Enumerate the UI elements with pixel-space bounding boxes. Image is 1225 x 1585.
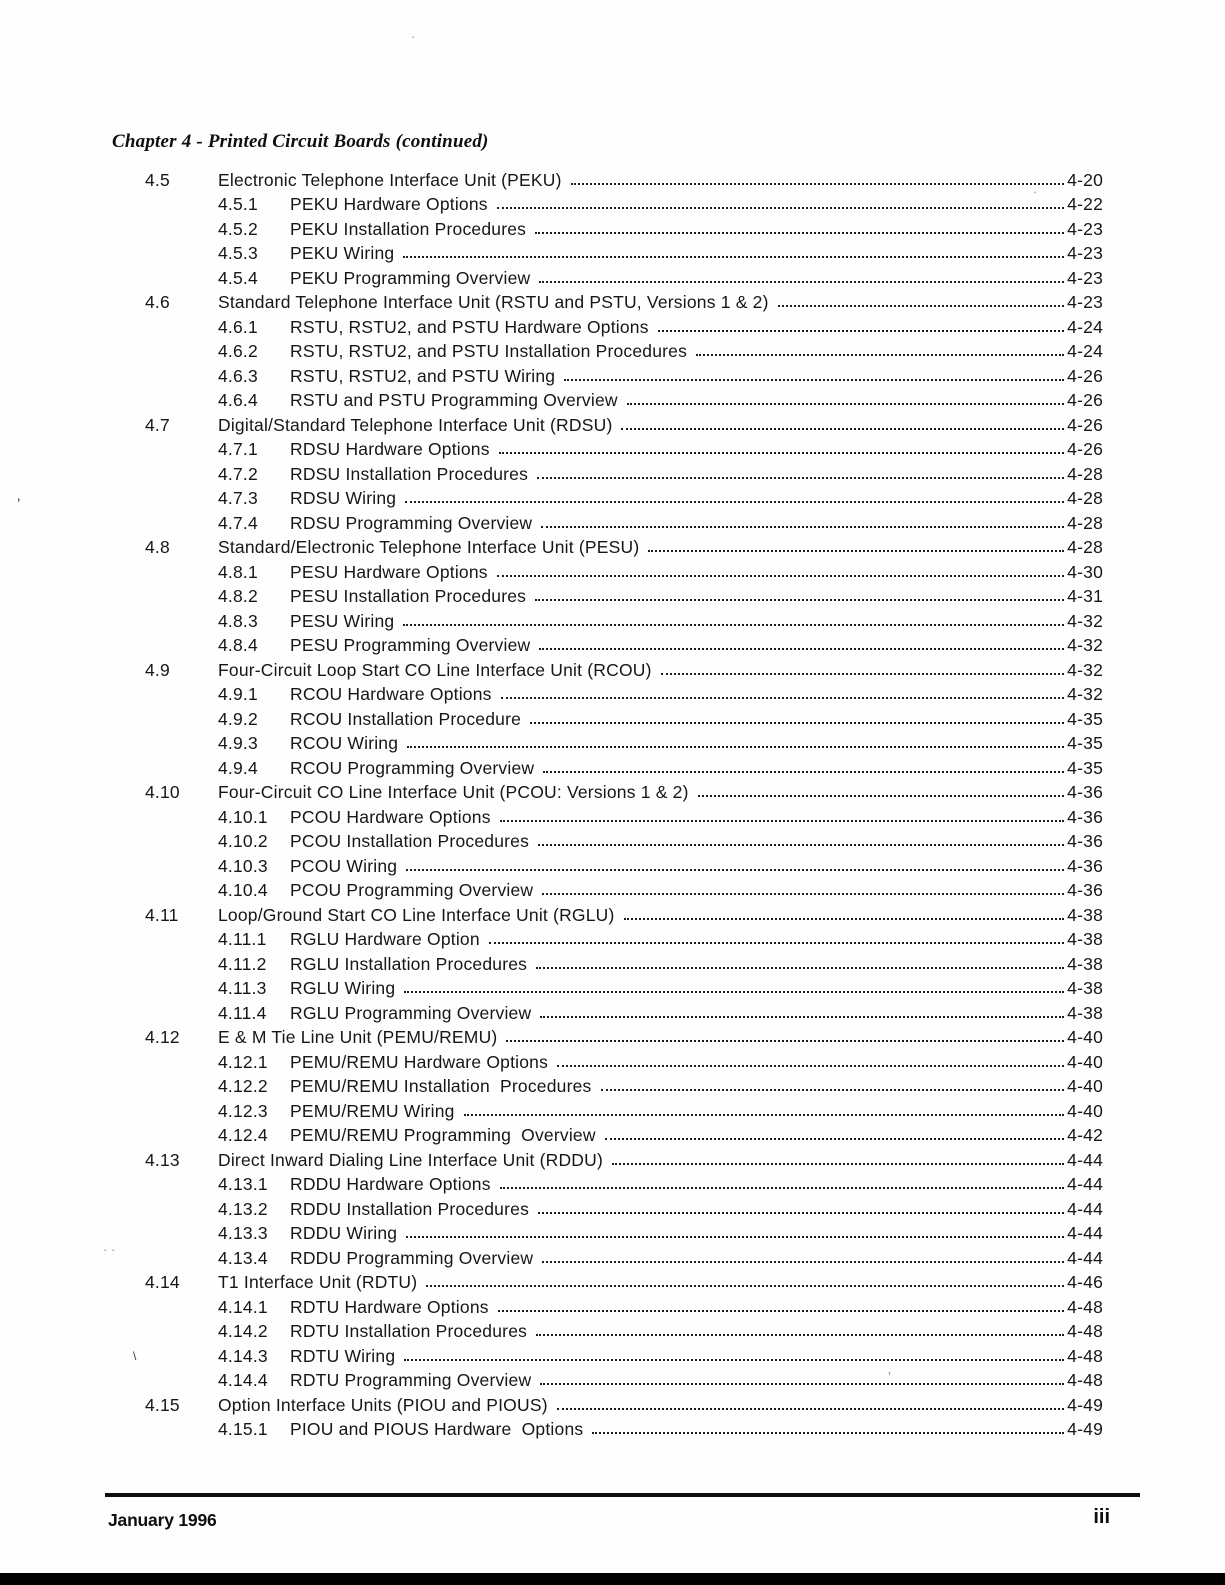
toc-entry-page: 4-23 xyxy=(1067,243,1103,263)
toc-entry-page: 4-24 xyxy=(1067,316,1103,337)
toc-entry xyxy=(145,364,1103,389)
toc-entry-number: 4.6.4 xyxy=(218,390,258,410)
dot-leader xyxy=(394,609,1065,627)
toc-entry-number: 4.5.3 xyxy=(218,243,258,263)
toc-entry-number: 4.10.2 xyxy=(218,831,268,851)
toc-entry-page: 4-44 xyxy=(1067,1223,1103,1243)
dot-leader xyxy=(490,438,1065,456)
toc-entry-title: RCOU Hardware Options xyxy=(290,684,492,704)
dot-leader xyxy=(527,952,1065,970)
toc-entry-title: PEKU Programming Overview xyxy=(290,267,531,288)
toc-entry-number: 4.7 xyxy=(145,414,170,435)
toc-entry-number: 4.14.1 xyxy=(218,1296,268,1317)
toc-entry-page: 4-28 xyxy=(1067,512,1103,533)
toc-entry xyxy=(145,903,1103,928)
toc-entry-title: RDSU Programming Overview xyxy=(290,512,533,533)
toc-entry-number: 4.13.3 xyxy=(218,1223,268,1243)
toc-entry-page: 4-44 xyxy=(1067,1247,1103,1268)
dot-leader xyxy=(491,805,1065,823)
toc-entry-title: RSTU, RSTU2, and PSTU Installation Procedures xyxy=(290,341,688,361)
toc-entry xyxy=(145,928,1103,953)
toc-entry-page: 4-30 xyxy=(1067,561,1103,582)
dot-leader xyxy=(417,1271,1065,1289)
toc-entry-title: RDTU Wiring xyxy=(290,1345,396,1366)
toc-entry-number: 4.5.4 xyxy=(218,267,258,288)
toc-entry xyxy=(145,1050,1103,1075)
toc-entry-number: 4.15 xyxy=(145,1394,180,1415)
dot-leader xyxy=(396,487,1065,505)
toc-entry-page: 4-36 xyxy=(1067,855,1103,876)
toc-entry-title: RGLU Programming Overview xyxy=(290,1002,532,1023)
toc-entry-page: 4-32 xyxy=(1067,610,1103,631)
toc-entry xyxy=(145,634,1103,659)
toc-entry-number: 4.8 xyxy=(145,537,170,557)
toc-entry-page: 4-44 xyxy=(1067,1174,1103,1194)
dot-leader xyxy=(689,781,1065,799)
dot-leader xyxy=(687,340,1065,358)
dot-leader xyxy=(526,585,1065,603)
toc-entry-title: RDDU Installation Procedures xyxy=(290,1198,530,1219)
footer-page-number: iii xyxy=(1093,1506,1110,1528)
toc-entry-number: 4.12.3 xyxy=(218,1100,268,1121)
toc-entry xyxy=(145,1418,1103,1443)
dot-leader xyxy=(555,364,1065,382)
dot-leader xyxy=(639,536,1065,554)
toc-entry xyxy=(145,266,1103,291)
toc-entry-title: RDDU Hardware Options xyxy=(290,1174,491,1194)
toc-entry-number: 4.5.1 xyxy=(218,194,258,214)
dot-leader xyxy=(455,1099,1065,1117)
toc-entry-number: 4.6.1 xyxy=(218,316,258,337)
toc-entry-number: 4.12.2 xyxy=(218,1076,268,1096)
toc-entry-number: 4.7.1 xyxy=(218,439,258,459)
toc-entry-page: 4-40 xyxy=(1067,1051,1103,1072)
toc-entry-page: 4-26 xyxy=(1067,390,1103,410)
toc-entry-page: 4-31 xyxy=(1067,586,1103,606)
toc-entry-title: PCOU Wiring xyxy=(290,855,398,876)
dot-leader xyxy=(596,1124,1065,1142)
toc-entry xyxy=(145,1173,1103,1198)
toc-entry xyxy=(145,707,1103,732)
dot-leader xyxy=(480,928,1065,946)
toc-entry-page: 4-49 xyxy=(1067,1419,1103,1439)
toc-entry-title: RSTU and PSTU Programming Overview xyxy=(290,390,618,410)
toc-entry xyxy=(145,217,1103,242)
toc-entry-title: RDSU Hardware Options xyxy=(290,439,490,459)
toc-entry-title: Standard/Electronic Telephone Interface Unit (PESU) xyxy=(218,537,640,557)
scan-artifact-6: ’ xyxy=(888,1369,891,1384)
toc-entry-title: RCOU Installation Procedure xyxy=(290,708,522,729)
toc-entry-number: 4.10.4 xyxy=(218,880,268,900)
toc-entry-number: 4.6.3 xyxy=(218,365,258,386)
dot-leader xyxy=(532,511,1065,529)
toc-entry xyxy=(145,340,1103,365)
dot-leader xyxy=(562,168,1065,186)
toc-entry-page: 4-49 xyxy=(1067,1394,1103,1415)
chapter-header: Chapter 4 - Printed Circuit Boards (continued) xyxy=(112,131,489,152)
dot-leader xyxy=(603,1148,1065,1166)
toc-entry-number: 4.11.3 xyxy=(218,978,267,998)
toc-entry-title: RDTU Programming Overview xyxy=(290,1370,532,1390)
toc-entry xyxy=(145,1075,1103,1100)
toc-entry xyxy=(145,1197,1103,1222)
dot-leader xyxy=(395,1344,1065,1362)
dot-leader xyxy=(497,1026,1065,1044)
dot-leader xyxy=(527,1320,1065,1338)
toc-entry-page: 4-48 xyxy=(1067,1345,1103,1366)
toc-entry-number: 4.9.4 xyxy=(218,757,258,778)
toc-entry xyxy=(145,1295,1103,1320)
toc-entry-page: 4-44 xyxy=(1067,1149,1103,1170)
dot-leader xyxy=(533,879,1065,897)
table-of-contents xyxy=(145,168,1103,1442)
toc-entry xyxy=(145,389,1103,414)
toc-entry xyxy=(145,854,1103,879)
toc-entry-page: 4-42 xyxy=(1067,1125,1103,1145)
toc-entry-page: 4-38 xyxy=(1067,1002,1103,1023)
toc-entry xyxy=(145,658,1103,683)
toc-entry-number: 4.12 xyxy=(145,1027,180,1047)
toc-entry-title: Loop/Ground Start CO Line Interface Unit (RGLU) xyxy=(218,904,615,925)
toc-entry xyxy=(145,805,1103,830)
toc-entry-title: PEKU Wiring xyxy=(290,243,395,263)
toc-entry-number: 4.12.4 xyxy=(218,1125,268,1145)
dot-leader xyxy=(397,1222,1065,1240)
toc-entry xyxy=(145,1246,1103,1271)
toc-entry xyxy=(145,438,1103,463)
toc-entry-page: 4-36 xyxy=(1067,806,1103,827)
toc-entry-page: 4-32 xyxy=(1067,659,1103,680)
toc-entry-page: 4-28 xyxy=(1067,463,1103,484)
dot-leader xyxy=(529,830,1065,848)
toc-entry-page: 4-38 xyxy=(1067,978,1103,998)
toc-entry-page: 4-22 xyxy=(1067,194,1103,214)
dot-leader xyxy=(529,1197,1065,1215)
toc-entry-title: Direct Inward Dialing Line Interface Unit (RDDU) xyxy=(218,1149,604,1170)
toc-entry-page: 4-48 xyxy=(1067,1370,1103,1390)
toc-entry-title: RDDU Wiring xyxy=(290,1223,398,1243)
toc-entry-page: 4-32 xyxy=(1067,635,1103,655)
toc-entry-title: Four-Circuit Loop Start CO Line Interface Unit (RCOU) xyxy=(218,659,652,680)
dot-leader xyxy=(491,1173,1065,1191)
toc-entry-title: RSTU, RSTU2, and PSTU Wiring xyxy=(290,365,556,386)
dot-leader xyxy=(530,266,1065,284)
toc-entry xyxy=(145,242,1103,267)
toc-entry-page: 4-24 xyxy=(1067,341,1103,361)
toc-entry-number: 4.11.1 xyxy=(218,929,267,949)
toc-entry xyxy=(145,413,1103,438)
toc-entry-title: Four-Circuit CO Line Interface Unit (PCOU: Versions 1 & 2) xyxy=(218,782,689,802)
toc-entry-title: RSTU, RSTU2, and PSTU Hardware Options xyxy=(290,316,649,337)
dot-leader xyxy=(649,315,1065,333)
toc-entry-page: 4-26 xyxy=(1067,365,1103,386)
toc-entry-page: 4-38 xyxy=(1067,929,1103,949)
toc-entry-number: 4.9.3 xyxy=(218,733,258,753)
footer-date: January 1996 xyxy=(108,1510,217,1530)
dot-leader xyxy=(769,291,1065,309)
toc-entry-title: T1 Interface Unit (RDTU) xyxy=(218,1272,418,1292)
toc-entry-page: 4-40 xyxy=(1067,1076,1103,1096)
toc-entry xyxy=(145,830,1103,855)
toc-entry-title: RDSU Wiring xyxy=(290,488,397,508)
toc-entry-page: 4-35 xyxy=(1067,708,1103,729)
toc-entry-number: 4.13.1 xyxy=(218,1174,268,1194)
toc-entry xyxy=(145,1320,1103,1345)
toc-entry-number: 4.11.2 xyxy=(218,953,267,974)
toc-entry-title: E & M Tie Line Unit (PEMU/REMU) xyxy=(218,1027,498,1047)
toc-entry-title: PEMU/REMU Programming Overview xyxy=(290,1125,596,1145)
toc-entry xyxy=(145,732,1103,757)
toc-entry-title: PEMU/REMU Hardware Options xyxy=(290,1051,549,1072)
toc-entry-title: PESU Installation Procedures xyxy=(290,586,527,606)
toc-entry-page: 4-35 xyxy=(1067,757,1103,778)
toc-entry xyxy=(145,1222,1103,1247)
dot-leader xyxy=(397,854,1065,872)
toc-entry-number: 4.13.4 xyxy=(218,1247,268,1268)
toc-entry-page: 4-38 xyxy=(1067,953,1103,974)
toc-entry-page: 4-32 xyxy=(1067,684,1103,704)
toc-entry-title: Electronic Telephone Interface Unit (PEKU) xyxy=(218,169,562,190)
toc-entry-page: 4-28 xyxy=(1067,537,1103,557)
toc-entry-title: PEMU/REMU Installation Procedures xyxy=(290,1076,592,1096)
toc-entry-page: 4-38 xyxy=(1067,904,1103,925)
dot-leader xyxy=(488,560,1065,578)
dot-leader xyxy=(528,462,1065,480)
toc-entry-page: 4-48 xyxy=(1067,1321,1103,1341)
toc-entry xyxy=(145,560,1103,585)
dot-leader xyxy=(612,413,1065,431)
toc-entry-title: RDTU Installation Procedures xyxy=(290,1321,528,1341)
toc-entry-page: 4-44 xyxy=(1067,1198,1103,1219)
toc-entry-title: Digital/Standard Telephone Interface Unit (RDSU) xyxy=(218,414,613,435)
toc-entry xyxy=(145,291,1103,316)
toc-entry xyxy=(145,683,1103,708)
toc-entry-title: PESU Wiring xyxy=(290,610,395,631)
toc-entry-title: PCOU Programming Overview xyxy=(290,880,534,900)
toc-entry-title: PIOU and PIOUS Hardware Options xyxy=(290,1419,584,1439)
toc-entry-number: 4.13.2 xyxy=(218,1198,268,1219)
toc-entry-number: 4.9.1 xyxy=(218,684,258,704)
toc-entry-page: 4-20 xyxy=(1067,169,1103,190)
toc-entry-title: RDSU Installation Procedures xyxy=(290,463,529,484)
dot-leader xyxy=(526,217,1065,235)
dot-leader xyxy=(548,1393,1065,1411)
toc-entry-number: 4.13 xyxy=(145,1149,180,1170)
toc-entry-title: PESU Programming Overview xyxy=(290,635,531,655)
toc-entry xyxy=(145,1344,1103,1369)
dot-leader xyxy=(530,634,1065,652)
dot-leader xyxy=(615,903,1065,921)
toc-entry xyxy=(145,952,1103,977)
toc-entry xyxy=(145,879,1103,904)
dot-leader xyxy=(652,658,1065,676)
toc-entry-number: 4.15.1 xyxy=(218,1419,268,1439)
toc-entry-number: 4.9.2 xyxy=(218,708,258,729)
toc-entry xyxy=(145,1026,1103,1051)
toc-entry-page: 4-36 xyxy=(1067,782,1103,802)
dot-leader xyxy=(521,707,1065,725)
toc-entry-title: RCOU Programming Overview xyxy=(290,757,535,778)
dot-leader xyxy=(394,242,1065,260)
dot-leader xyxy=(534,756,1065,774)
toc-entry-number: 4.8.3 xyxy=(218,610,258,631)
dot-leader xyxy=(488,193,1065,211)
dot-leader xyxy=(531,1369,1065,1387)
toc-entry-page: 4-40 xyxy=(1067,1100,1103,1121)
dot-leader xyxy=(548,1050,1065,1068)
toc-entry-title: RGLU Hardware Option xyxy=(290,929,480,949)
toc-entry xyxy=(145,536,1103,561)
toc-entry-page: 4-40 xyxy=(1067,1027,1103,1047)
toc-entry-title: RCOU Wiring xyxy=(290,733,399,753)
toc-entry-page: 4-46 xyxy=(1067,1272,1103,1292)
toc-entry xyxy=(145,756,1103,781)
toc-entry xyxy=(145,462,1103,487)
toc-entry-page: 4-28 xyxy=(1067,488,1103,508)
dot-leader xyxy=(583,1418,1065,1436)
toc-entry-title: PCOU Installation Procedures xyxy=(290,831,530,851)
scan-artifact-2: · xyxy=(411,29,416,44)
toc-entry-number: 4.8.2 xyxy=(218,586,258,606)
toc-entry-page: 4-23 xyxy=(1067,292,1103,312)
dot-leader xyxy=(489,1295,1065,1313)
toc-entry-title: RDTU Hardware Options xyxy=(290,1296,489,1317)
toc-entry-number: 4.10 xyxy=(145,782,180,802)
toc-entry xyxy=(145,585,1103,610)
toc-entry-title: PCOU Hardware Options xyxy=(290,806,491,827)
toc-entry-number: 4.7.4 xyxy=(218,512,258,533)
toc-entry-number: 4.14.4 xyxy=(218,1370,268,1390)
toc-entry-title: RGLU Installation Procedures xyxy=(290,953,528,974)
toc-entry-title: RDDU Programming Overview xyxy=(290,1247,534,1268)
toc-entry xyxy=(145,781,1103,806)
toc-entry-number: 4.11 xyxy=(145,904,179,925)
toc-entry-number: 4.14.3 xyxy=(218,1345,268,1366)
toc-entry xyxy=(145,1369,1103,1394)
toc-entry xyxy=(145,1271,1103,1296)
toc-entry xyxy=(145,168,1103,193)
toc-entry xyxy=(145,609,1103,634)
footer-rule xyxy=(105,1493,1140,1497)
toc-entry-number: 4.10.3 xyxy=(218,855,268,876)
scan-artifact-5: \ xyxy=(133,1349,137,1363)
toc-entry-number: 4.8.1 xyxy=(218,561,258,582)
toc-entry xyxy=(145,193,1103,218)
toc-entry xyxy=(145,1099,1103,1124)
toc-entry-title: PESU Hardware Options xyxy=(290,561,488,582)
scan-artifact-3: ˋ xyxy=(1033,189,1038,204)
toc-entry-title: Option Interface Units (PIOU and PIOUS) xyxy=(218,1394,548,1415)
toc-entry-number: 4.9 xyxy=(145,659,170,680)
toc-entry-page: 4-36 xyxy=(1067,831,1103,851)
dot-leader xyxy=(395,977,1065,995)
toc-entry-title: PEKU Hardware Options xyxy=(290,194,488,214)
toc-entry-number: 4.14 xyxy=(145,1272,180,1292)
toc-entry-page: 4-26 xyxy=(1067,414,1103,435)
toc-entry xyxy=(145,1124,1103,1149)
dot-leader xyxy=(533,1246,1065,1264)
dot-leader xyxy=(618,389,1065,407)
toc-entry-page: 4-48 xyxy=(1067,1296,1103,1317)
toc-entry-number: 4.11.4 xyxy=(218,1002,267,1023)
toc-entry-page: 4-35 xyxy=(1067,733,1103,753)
toc-entry-title: RGLU Wiring xyxy=(290,978,396,998)
toc-entry xyxy=(145,977,1103,1002)
toc-entry-number: 4.8.4 xyxy=(218,635,258,655)
toc-entry-number: 4.7.3 xyxy=(218,488,258,508)
toc-entry-page: 4-26 xyxy=(1067,439,1103,459)
toc-entry-number: 4.7.2 xyxy=(218,463,258,484)
toc-entry-title: Standard Telephone Interface Unit (RSTU and PSTU, Versions 1 & 2) xyxy=(218,292,769,312)
toc-entry-page: 4-23 xyxy=(1067,218,1103,239)
toc-entry-number: 4.5.2 xyxy=(218,218,258,239)
toc-entry xyxy=(145,487,1103,512)
toc-entry xyxy=(145,1001,1103,1026)
dot-leader xyxy=(531,1001,1065,1019)
toc-entry-number: 4.6 xyxy=(145,292,170,312)
toc-entry-number: 4.14.2 xyxy=(218,1321,268,1341)
toc-entry xyxy=(145,1393,1103,1418)
dot-leader xyxy=(492,683,1065,701)
toc-entry-number: 4.5 xyxy=(145,169,170,190)
toc-entry-number: 4.10.1 xyxy=(218,806,268,827)
toc-entry xyxy=(145,315,1103,340)
toc-entry-page: 4-23 xyxy=(1067,267,1103,288)
toc-entry-number: 4.6.2 xyxy=(218,341,258,361)
toc-entry-number: 4.12.1 xyxy=(218,1051,268,1072)
toc-entry-title: PEMU/REMU Wiring xyxy=(290,1100,455,1121)
toc-entry-title: PEKU Installation Procedures xyxy=(290,218,527,239)
toc-entry-page: 4-36 xyxy=(1067,880,1103,900)
scan-artifact-1: ‚ xyxy=(17,487,21,504)
scan-edge-bar xyxy=(0,1573,1225,1585)
scan-artifact-4: · · xyxy=(103,1242,116,1257)
dot-leader xyxy=(398,732,1065,750)
toc-entry xyxy=(145,1148,1103,1173)
dot-leader xyxy=(592,1075,1066,1093)
toc-entry xyxy=(145,511,1103,536)
